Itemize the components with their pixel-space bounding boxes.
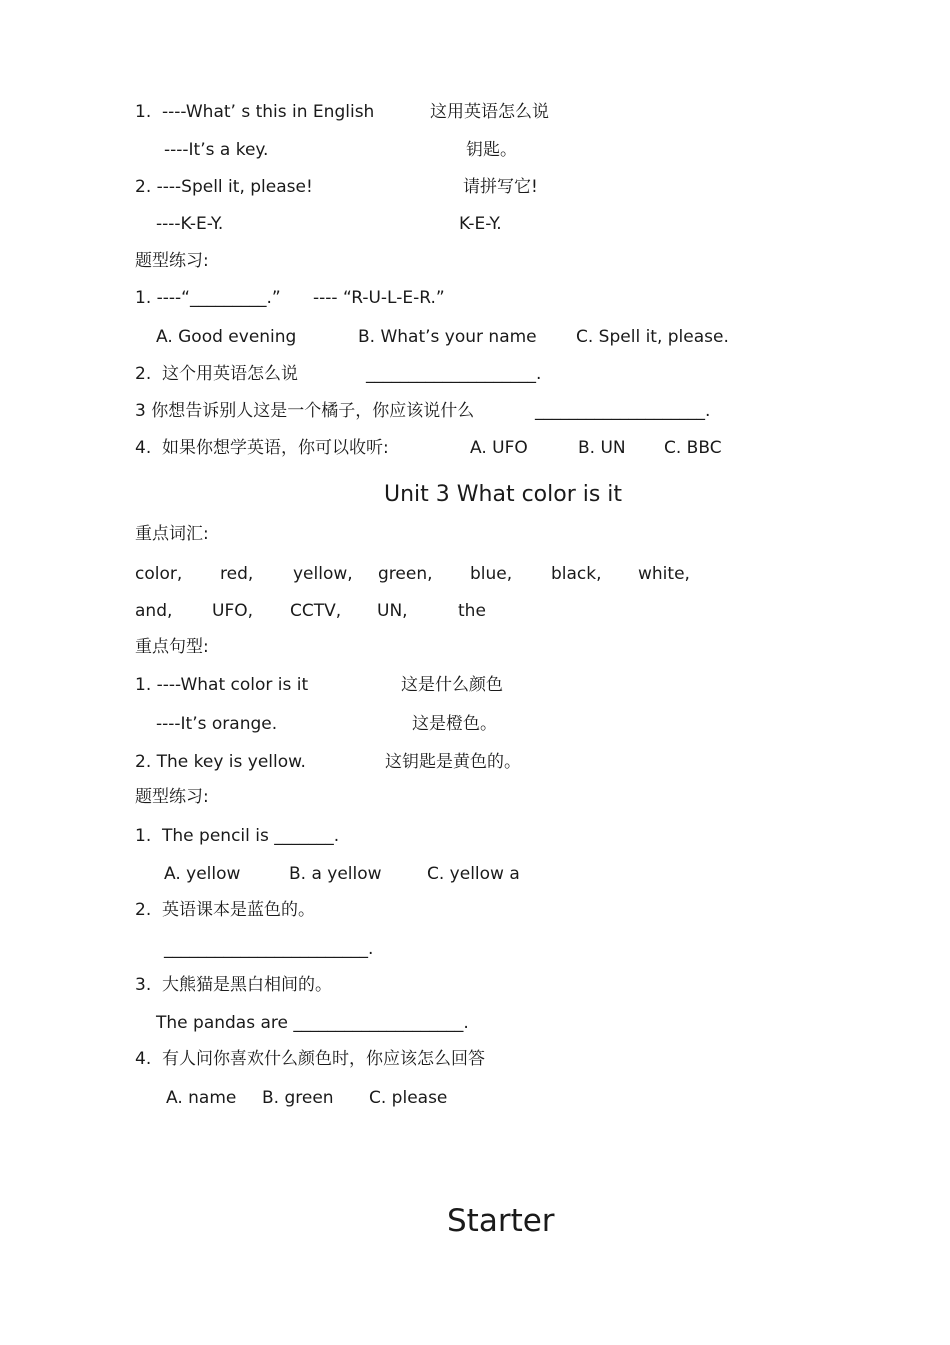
text-line: 1. ----What’ s this in English [135, 102, 375, 122]
vocab-word: yellow, [293, 564, 353, 584]
vocab-word: CCTV, [290, 601, 342, 621]
vocab-word: white, [638, 564, 690, 584]
text-line: 4. 如果你想学英语，你可以收听: [135, 438, 389, 458]
text-line: 这钥匙是黄色的。 [385, 752, 521, 772]
vocab-word: color, [135, 564, 183, 584]
option: B. a yellow [289, 864, 382, 884]
option: B. What’s your name [358, 327, 537, 347]
text-line: K-E-Y. [459, 214, 502, 234]
text-line: 1. ----“_________.” [135, 288, 281, 308]
vocab-word: black, [551, 564, 602, 584]
text-line: 这用英语怎么说 [430, 102, 549, 122]
text-line: 3 你想告诉别人这是一个橘子，你应该说什么 [135, 401, 475, 421]
text-line: 1. The pencil is _______. [135, 826, 340, 846]
text-line: 请拼写它! [463, 177, 538, 197]
option: C. yellow a [427, 864, 520, 884]
option: A. UFO [470, 438, 528, 458]
text-line: ----It’s orange. [156, 714, 278, 734]
section-heading: 重点词汇: [135, 524, 209, 544]
vocab-word: the [458, 601, 486, 621]
section-title: Starter [447, 1203, 555, 1239]
section-heading: 题型练习: [135, 787, 209, 807]
text-line: The pandas are ____________________. [156, 1013, 469, 1033]
text-line: 1. ----What color is it [135, 675, 309, 695]
option: B. green [262, 1088, 334, 1108]
option: A. Good evening [156, 327, 297, 347]
answer-blank: ____________________. [535, 401, 711, 421]
text-line: 这是什么颜色 [401, 675, 503, 695]
option: A. name [166, 1088, 237, 1108]
vocab-word: UN, [377, 601, 408, 621]
vocab-word: and, [135, 601, 173, 621]
answer-blank: ________________________. [164, 939, 374, 959]
text-line: 2. 英语课本是蓝色的。 [135, 900, 316, 920]
text-line: 这是橙色。 [412, 714, 497, 734]
option: A. yellow [164, 864, 241, 884]
vocab-word: green, [378, 564, 433, 584]
unit-title: Unit 3 What color is it [384, 482, 623, 507]
text-line: 2. 这个用英语怎么说 [135, 364, 299, 384]
option: C. BBC [664, 438, 722, 458]
section-heading: 重点句型: [135, 637, 209, 657]
text-line: 2. ----Spell it, please! [135, 177, 313, 197]
vocab-word: UFO, [212, 601, 254, 621]
text-line: ---- “R-U-L-E-R.” [313, 288, 445, 308]
section-heading: 题型练习: [135, 251, 209, 271]
text-line: 4. 有人问你喜欢什么颜色时，你应该怎么回答 [135, 1049, 486, 1069]
option: B. UN [578, 438, 626, 458]
text-line: ----It’s a key. [164, 140, 269, 160]
text-line: 钥匙。 [466, 140, 517, 160]
text-line: ----K-E-Y. [156, 214, 224, 234]
vocab-word: red, [220, 564, 254, 584]
option: C. Spell it, please. [576, 327, 729, 347]
answer-blank: ____________________. [366, 364, 542, 384]
text-line: 3. 大熊猫是黑白相间的。 [135, 975, 333, 995]
option: C. please [369, 1088, 448, 1108]
text-line: 2. The key is yellow. [135, 752, 306, 772]
vocab-word: blue, [470, 564, 513, 584]
